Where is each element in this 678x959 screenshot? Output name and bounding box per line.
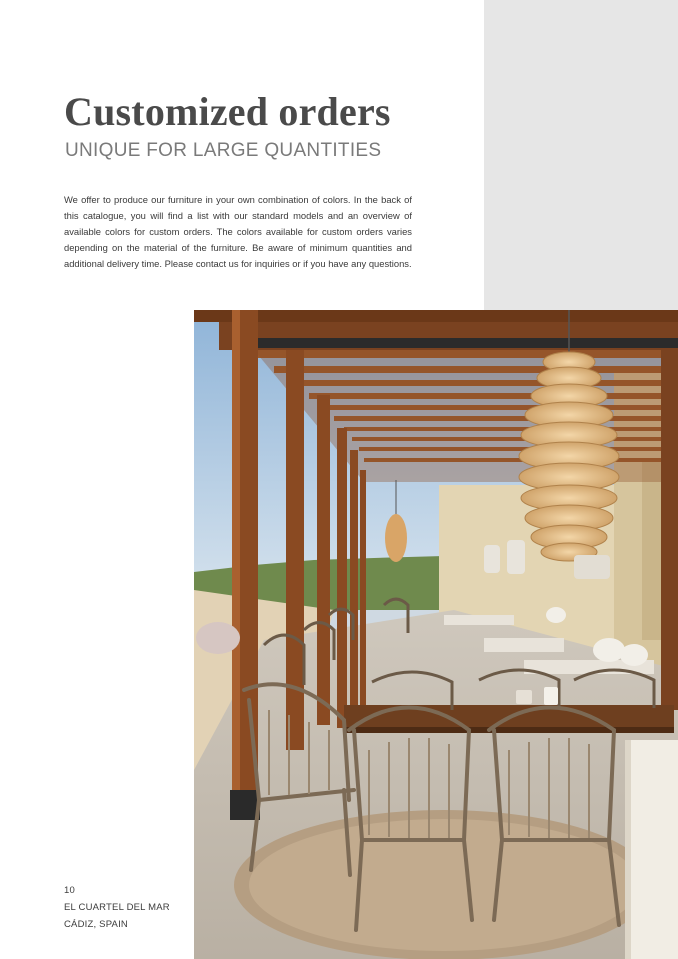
decorative-grey-block	[484, 0, 678, 310]
terrace-photo	[194, 310, 678, 959]
intro-paragraph: We offer to produce our furniture in your own combination of colors. In the back of this catalogue, you will find a list with our standard models and an overview of available colors for custom orders. The colors available for custom orders varies depending on the material of the furniture. Be aware of minimum quantities and additional delivery time. Please contact us for inquiries or if you have any questions.	[64, 194, 412, 269]
page-title: Customized orders	[64, 89, 391, 134]
location-name: EL CUARTEL DEL MAR	[64, 902, 170, 913]
page-number: 10	[64, 885, 75, 896]
photo-caption	[64, 882, 170, 933]
location-place: CÁDIZ, SPAIN	[64, 919, 128, 930]
page-subtitle: UNIQUE FOR LARGE QUANTITIES	[65, 140, 382, 161]
